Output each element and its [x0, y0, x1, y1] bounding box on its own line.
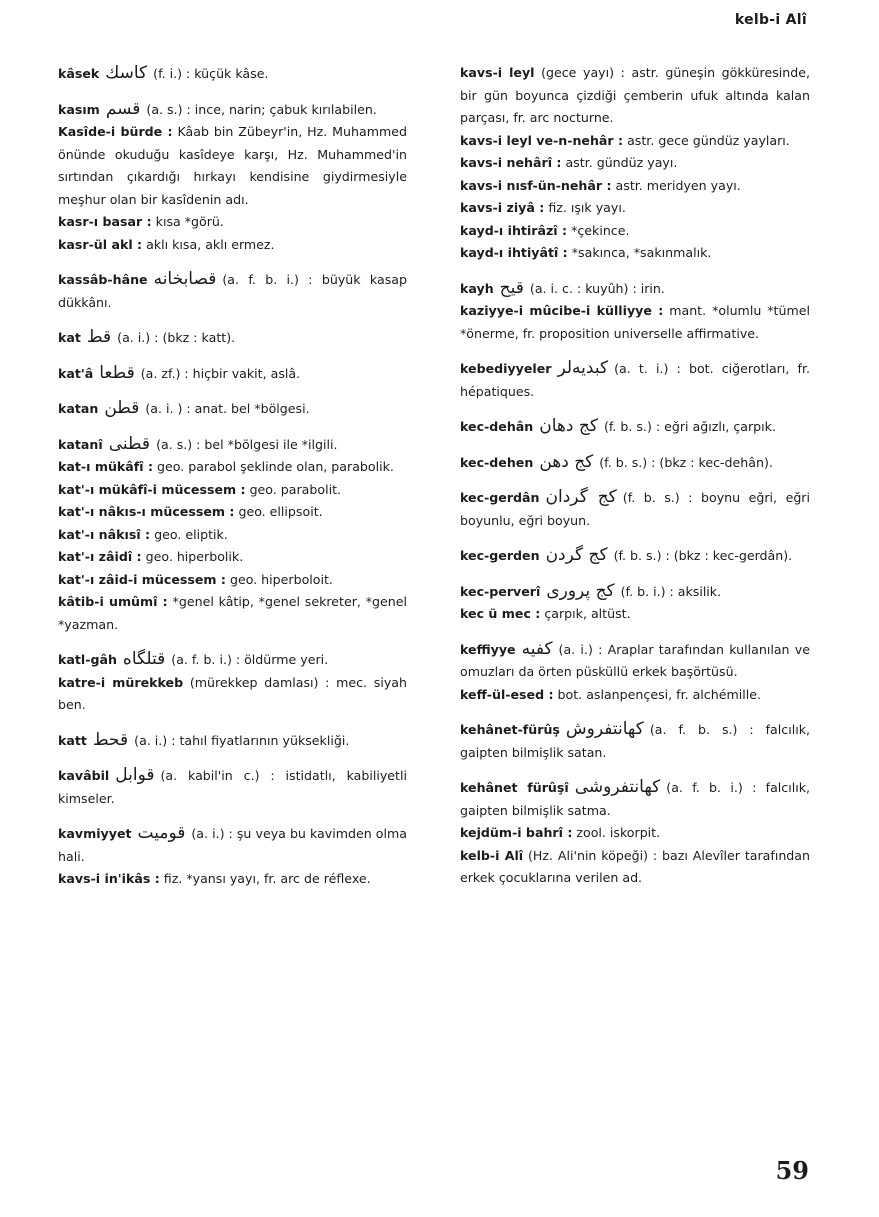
- entry: [30, 822, 407, 868]
- definition: (a. i.) : (bkz : katt).: [117, 330, 236, 345]
- entry: [30, 546, 407, 569]
- entry: [30, 672, 407, 717]
- entry: [432, 197, 810, 220]
- definition: zool. iskorpit.: [576, 825, 661, 840]
- headword: katl-gâh: [58, 652, 117, 667]
- entry: [30, 433, 407, 457]
- definition: (a. f. b. i.) : öldürme yeri.: [171, 652, 329, 667]
- headword: kec-dehân: [460, 419, 534, 434]
- entry: [432, 486, 810, 532]
- entry: [432, 544, 810, 568]
- entry: [30, 397, 407, 421]
- definition: geo. eliptik.: [154, 526, 228, 542]
- definition: *genel kâtip, *genel sekreter, *genel *yazman.: [58, 594, 407, 632]
- arabic-script: قطعا: [99, 362, 135, 383]
- definition: (a. i. ) : anat. bel *bölgesi.: [145, 401, 310, 416]
- headword: katanî: [58, 436, 103, 452]
- page-number: 59: [775, 1156, 809, 1185]
- entry: [30, 868, 407, 891]
- headword: kassâb-hâne: [58, 272, 148, 287]
- definition: (a. s.) : ince, narin; çabuk kırılabilen.: [146, 101, 377, 117]
- entry: [432, 357, 810, 403]
- headword: kâtib-i umûmî :: [58, 594, 168, 609]
- entry: [30, 591, 407, 636]
- arabic-script: قط: [86, 327, 112, 347]
- entry: [30, 479, 407, 502]
- entry: [432, 152, 810, 175]
- headword: kâsek: [58, 66, 100, 81]
- headword: kaziyye-i mûcibe-i külliyye :: [460, 303, 664, 318]
- headword: kec-gerdân: [460, 490, 540, 505]
- arabic-script: قطنى: [108, 433, 151, 454]
- headword: katt: [58, 732, 87, 748]
- definition: (a. i.) : şu veya bu kavimden olma hali.: [58, 826, 407, 864]
- arabic-script: كهانتفروشى: [574, 777, 661, 797]
- headword: katan: [58, 401, 99, 416]
- entry: [432, 603, 810, 626]
- entry: [30, 524, 407, 547]
- definition: (f. b. s.) : (bkz : kec-gerdân).: [613, 548, 793, 563]
- arabic-script: قيح: [499, 277, 524, 298]
- headword: kavs-i leyl: [460, 65, 535, 80]
- entry: [30, 62, 407, 86]
- entry: [432, 300, 810, 345]
- headword: kat'-ı mükâfî-i mücessem :: [58, 481, 246, 497]
- definition: (a. t. i.) : bot. ciğerotları, fr. hépatiques.: [460, 361, 810, 399]
- definition: çarpık, altüst.: [544, 606, 631, 621]
- definition: (f. b. s.) : boynu eğri, eğri boyunlu, eğri boyun.: [460, 490, 810, 528]
- arabic-script: كج پرورى: [546, 580, 615, 601]
- headword: kasr-ül akl :: [58, 236, 143, 252]
- headword: kebediyyeler: [460, 361, 552, 376]
- definition: fiz. ışık yayı.: [548, 200, 626, 215]
- definition: (a. f. b. i.) : falcılık, gaipten bilmişlik satma.: [460, 780, 810, 818]
- headword: kavs-i leyl ve-n-nehâr :: [460, 132, 624, 148]
- arabic-script: كج گردن: [545, 545, 608, 565]
- definition: mant. *olumlu *tümel *önerme, fr. proposition universelle affirmative.: [460, 303, 810, 341]
- headword: kasr-ı basar :: [58, 214, 152, 229]
- arabic-script: كج دهن: [539, 451, 594, 472]
- arabic-script: قوميت: [137, 823, 186, 843]
- entry: [30, 211, 407, 234]
- entry: [432, 638, 810, 684]
- definition: (a. i. c. : kuyûh) : irin.: [529, 280, 665, 296]
- headword: kavs-i nehârî :: [460, 155, 562, 170]
- headword: kat'-ı zâidî :: [58, 549, 142, 564]
- headword: kat'-ı nâkısî :: [58, 526, 151, 542]
- headword: kelb-i Alî: [460, 847, 524, 863]
- headword: kat'-ı zâid-i mücessem :: [58, 571, 226, 587]
- headword: kavs-i nısf-ün-nehâr :: [460, 177, 612, 193]
- right-column: [432, 62, 810, 890]
- arabic-script: كهانتفروش: [565, 719, 644, 739]
- arabic-script: قسم: [105, 98, 141, 119]
- arabic-script: كج گردان: [545, 487, 617, 507]
- entry: [30, 268, 407, 314]
- definition: Kâab bin Zübeyr'in, Hz. Muhammed önünde okuduğu kasîdeye karşı, Hz. Muhammed'in sırtından çıkardığı hırkayı kendisine giydirmesiyle meşhur olan bir kasîdenin adı.: [58, 124, 407, 207]
- entry: [30, 362, 407, 386]
- entry: [30, 648, 407, 672]
- entry: [432, 130, 810, 153]
- definition: (f. b. s.) : eğri ağızlı, çarpık.: [603, 419, 776, 434]
- headword: Kasîde-i bürde :: [58, 124, 173, 139]
- entry: [432, 845, 810, 890]
- entry: [432, 277, 810, 301]
- definition: (a. f. b. s.) : falcılık, gaipten bilmişlik satan.: [460, 722, 810, 760]
- entry: [432, 718, 810, 764]
- headword: keff-ül-esed :: [460, 686, 554, 702]
- arabic-script: قصابخانه: [153, 269, 217, 289]
- running-head: kelb-i Alî: [734, 12, 807, 28]
- definition: (a. f. b. i.) : büyük kasap dükkânı.: [58, 272, 407, 310]
- entry: [432, 62, 810, 130]
- entry: [432, 415, 810, 439]
- entry: [432, 580, 810, 604]
- headword: keffiyye: [460, 641, 516, 657]
- headword: kavâbil: [58, 768, 110, 783]
- headword: kec ü mec :: [460, 606, 541, 621]
- entry: [30, 569, 407, 592]
- definition: astr. gündüz yayı.: [565, 155, 678, 170]
- entry: [30, 729, 407, 753]
- headword: kec-perverî: [460, 583, 541, 599]
- definition: (a. i.) : Araplar tarafından kullanılan ve omuzları da örten püsküllü erkek başörtüsü.: [460, 641, 810, 679]
- headword: kavs-i in'ikâs :: [58, 871, 160, 886]
- entry: [30, 234, 407, 257]
- entry: [30, 98, 407, 122]
- headword: kasım: [58, 101, 100, 117]
- entry: [432, 822, 810, 845]
- headword: kat'-ı nâkıs-ı mücessem :: [58, 504, 235, 519]
- headword: kavs-i ziyâ :: [460, 200, 545, 215]
- definition: (f. i.) : küçük kâse.: [153, 66, 269, 81]
- definition: *çekince.: [571, 222, 630, 238]
- arabic-script: كاسك: [105, 63, 148, 83]
- definition: (a. i.) : tahıl fiyatlarının yüksekliği.: [134, 732, 350, 748]
- left-column: [30, 62, 407, 891]
- definition: *sakınca, *sakınmalık.: [571, 245, 712, 260]
- headword: kejdüm-i bahrî :: [460, 825, 573, 840]
- definition: aklı kısa, aklı ermez.: [146, 236, 275, 252]
- definition: geo. parabolit.: [249, 481, 342, 497]
- headword: kayd-ı ihtirâzî :: [460, 222, 568, 238]
- arabic-script: قتلگاه: [122, 649, 166, 669]
- definition: geo. ellipsoit.: [238, 504, 323, 519]
- definition: (a. zf.) : hiçbir vakit, aslâ.: [140, 365, 301, 381]
- definition: astr. gece gündüz yayları.: [627, 132, 790, 148]
- headword: kec-dehen: [460, 454, 534, 470]
- headword: kat-ı mükâfî :: [58, 459, 154, 474]
- definition: fiz. *yansı yayı, fr. arc de réflexe.: [163, 871, 371, 886]
- arabic-script: قحط: [92, 729, 129, 750]
- definition: geo. hiperbolik.: [145, 549, 244, 564]
- headword: kat: [58, 330, 81, 345]
- arabic-script: قطن: [104, 398, 140, 418]
- definition: astr. meridyen yayı.: [615, 177, 741, 193]
- entry: [432, 684, 810, 707]
- entry: [30, 121, 407, 211]
- definition: kısa *görü.: [155, 214, 224, 229]
- arabic-script: كفيه: [521, 638, 553, 659]
- definition: (f. b. i.) : aksilik.: [620, 583, 722, 599]
- entry: [432, 451, 810, 475]
- headword: kavmiyyet: [58, 826, 132, 841]
- headword: kat'â: [58, 365, 94, 381]
- headword: kec-gerden: [460, 548, 540, 563]
- entry: [432, 175, 810, 198]
- definition: bot. aslanpençesi, fr. alchémille.: [557, 686, 761, 702]
- headword: kayd-ı ihtiyâtî :: [460, 245, 568, 260]
- entry: [432, 242, 810, 265]
- definition: (mürekkep damlası) : mec. siyah ben.: [58, 674, 407, 712]
- definition: (a. kabil'in c.) : istidatlı, kabiliyetli kimseler.: [58, 768, 407, 806]
- entry: [30, 764, 407, 810]
- headword: kehânet-fürûş: [460, 722, 560, 737]
- definition: geo. hiperboloit.: [229, 571, 333, 587]
- definition: (a. s.) : bel *bölgesi ile *ilgili.: [156, 436, 338, 452]
- headword: katre-i mürekkeb: [58, 674, 184, 690]
- headword: kehânet fürûşî: [460, 780, 569, 795]
- arabic-script: قوابل: [115, 765, 155, 785]
- definition: (f. b. s.) : (bkz : kec-dehân).: [599, 454, 773, 470]
- definition: (gece yayı) : astr. güneşin gökküresinde, bir gün boyunca çizdiği çemberin ufuk altında kalan parçası, fr. arc nocturne.: [460, 65, 810, 125]
- entry: [30, 501, 407, 524]
- headword: kayh: [460, 280, 494, 296]
- arabic-script: كبديه‌لر: [557, 358, 609, 378]
- arabic-script: كج دهان: [539, 416, 598, 436]
- entry: [432, 776, 810, 822]
- definition: geo. parabol şeklinde olan, parabolik.: [157, 459, 394, 474]
- entry: [30, 456, 407, 479]
- entry: [30, 326, 407, 350]
- entry: [432, 220, 810, 243]
- definition: (Hz. Ali'nin köpeği) : bazı Alevîler tarafından erkek çocuklarına verilen ad.: [460, 847, 810, 885]
